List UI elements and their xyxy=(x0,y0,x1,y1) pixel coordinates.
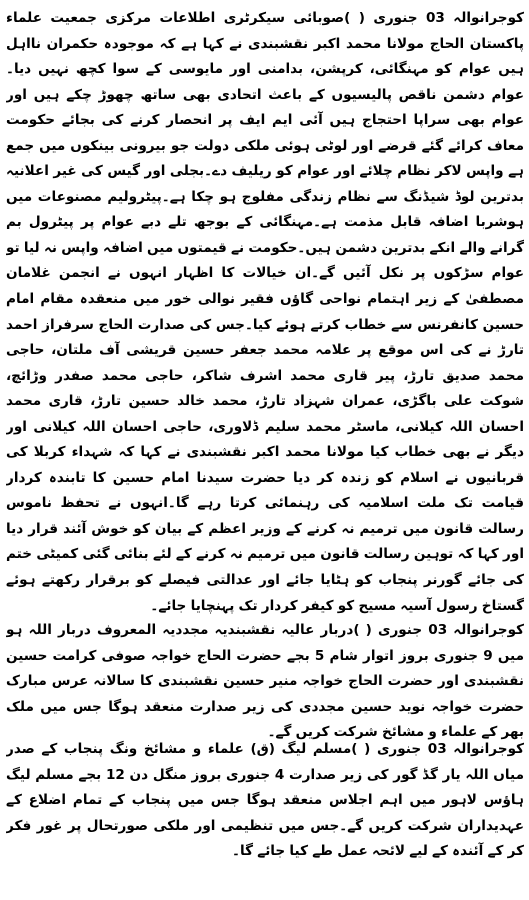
news-article: کوجرانوالہ 03 جنوری ( )دربار عالیہ نقشبندیہ مجددیہ المعروف دربار اللہ ہو میں 9 جنوری بروز اتوار شام 5 بجے حضرت الحاج خواجہ صوفی کرامت حسین نقشبندی اور حضرت الحاج خواجہ منیر حسین نقشبندی کا سالانہ عرس مبارک حضرت خواجہ نوید حسین مجددی کی زیر صدارت منعقد ہوگا جس میں ملک بھر کے علماء و مشائخ شرکت کریں گے۔ xyxy=(6,622,524,741)
news-page xyxy=(6,4,524,896)
news-article: کوجرانوالہ 03 جنوری ( )مسلم لیگ (ق) علماء و مشائخ ونگ پنجاب کے صدر میاں اللہ یار گڈ گور کی زیر صدارت 4 جنوری بروز منگل دن 12 بجے مسلم لیگ ہاؤس لاہور میں اہم اجلاس منعقد ہوگا جس میں پنجاب کے تمام اضلاع کے عہدیداران شرکت کریں گے۔جس میں تنظیمی اور ملکی صورتحال پر غور فکر کر کے آئندہ کے لیے لائحہ عمل طے کیا جائے گا۔ xyxy=(6,741,524,860)
news-article: کوجرانوالہ 03 جنوری ( )صوبائی سیکرٹری اطلاعات مرکزی جمعیت علماء پاکستان الحاج مولانا محمد اکبر نقشبندی نے کہا ہے کہ موجودہ حکمران نااہل ہیں عوام کو مہنگائی، کرپشن، بدامنی اور مایوسی کے سوا کچھ نہیں دیا۔عوام دشمن ناقص پالیسیوں کے باعث اتحادی بھی ساتھ چھوڑ چکے ہیں اور عوام بھی سراپا احتجاج ہیں آئی ایم ایف پر انحصار کرنے کی بجائے حکومت معاف کرائے گئے قرضے اور لوٹی ہوئی ملکی دولت جو بیرونی بینکوں میں جمع ہے واپس لاکر نظام چلائے اور عوام کو ریلیف دے۔بجلی اور گیس کی غیر اعلانیہ بدترین لوڈ شیڈنگ سے نظام زندگی مفلوج ہو چکا ہے۔پیٹرولیم مصنوعات میں ہوشربا اضافہ قابل مذمت ہے۔مہنگائی کے بوجھ تلے دبے عوام پر پیٹرول بم گرانے والے انکے بدترین دشمن ہیں۔حکومت نے قیمتوں میں اضافہ واپس نہ لیا تو عوام سڑکوں پر نکل آئیں گے۔ان خیالات کا اظہار انہوں نے انجمن غلامان مصطفیٰ کے زیر اہتمام نواحی گاؤں فقیر نوالی خور میں منعقدہ مقام امام حسین کانفرنس سے خطاب کرتے ہوئے کیا۔جس کی صدارت الحاج سرفراز احمد تارڑ نے کی اس موقع پر علامہ محمد جعفر حسین قریشی آف ملتان، حاجی محمد صدیق تارڑ، پیر قاری محمد اشرف شاکر، حاجی محمد صفدر وڑائچ، شوکت علی باگڑی، عمران شہزاد تارڑ، محمد خالد حسین تارڑ، قاری محمد احسان اللہ کیلانی، ماسٹر محمد سلیم ڈلاوری، حاجی احسان اللہ کیلانی اور دیگر نے بھی خطاب کیا مولانا محمد اکبر نقشبندی نے کہا کہ شہداء کربلا کی قربانیوں نے اسلام کو زندہ کر دیا حضرت سیدنا امام حسین کا تابندہ کردار قیامت تک ملت اسلامیہ کی رہنمائی کرتا رہے گا۔انہوں نے تحفظ ناموس رسالت قانون میں ترمیم نہ کرنے کے وزیر اعظم کے بیان کو خوش آئند قرار دیا اور کہا کہ توہین رسالت قانون میں ترمیم نہ کرنے کے لئے بنائی گئی کمیٹی ختم کی جائے گورنر پنجاب کو ہٹایا جائے اور عدالتی فیصلے کو برقرار رکھتے ہوئے گستاخ رسول آسیہ مسیح کو کیفر کردار تک پہنچایا جائے۔ xyxy=(6,10,524,614)
